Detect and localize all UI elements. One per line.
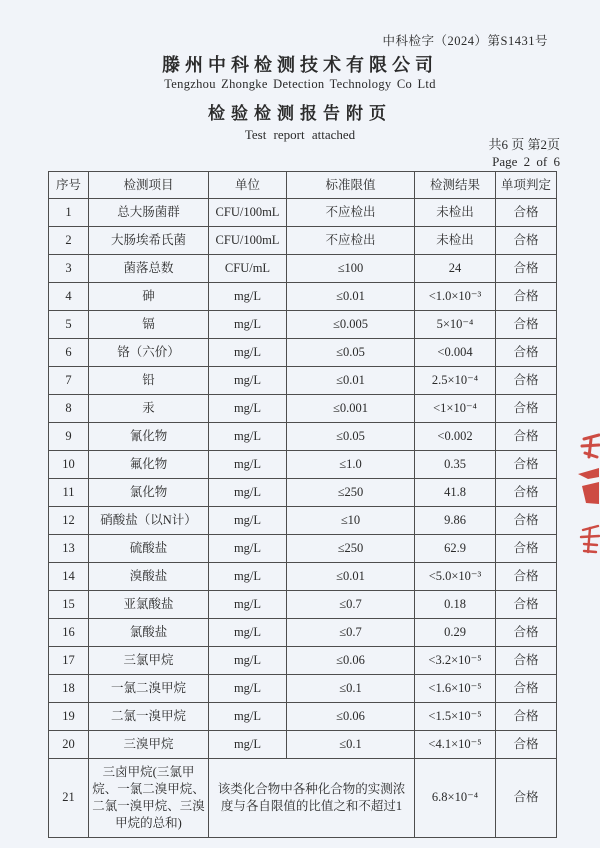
report-title-en: Test report attached [244, 127, 356, 142]
table-row [49, 507, 557, 535]
cell-judgement: 合格 [496, 731, 557, 759]
cell-result: 9.86 [415, 507, 496, 535]
table-row [49, 591, 557, 619]
cell-item: 汞 [89, 395, 209, 423]
table-row [49, 479, 557, 507]
cell-judgement: 合格 [496, 703, 557, 731]
report-title-cn: 检验检测报告附页 [208, 104, 392, 123]
cell-judgement: 合格 [496, 227, 557, 255]
cell-index: 7 [49, 367, 89, 395]
cell-judgement: 合格 [496, 339, 557, 367]
cell-unit: mg/L [209, 451, 287, 479]
cell-result: 6.8×10⁻⁴ [415, 759, 496, 838]
cell-judgement: 合格 [496, 759, 557, 838]
table-row [49, 199, 557, 227]
cell-item: 硝酸盐（以N计） [89, 507, 209, 535]
cell-limit: ≤0.05 [287, 423, 415, 451]
cell-result: 41.8 [415, 479, 496, 507]
cell-item: 大肠埃希氏菌 [89, 227, 209, 255]
table-row [49, 619, 557, 647]
cell-result: <1.0×10⁻³ [415, 283, 496, 311]
cell-limit: 不应检出 [287, 227, 415, 255]
cell-unit: mg/L [209, 591, 287, 619]
cell-index: 9 [49, 423, 89, 451]
cell-limit: ≤0.01 [287, 367, 415, 395]
cell-unit: CFU/mL [209, 255, 287, 283]
cell-item: 氰化物 [89, 423, 209, 451]
cell-index: 21 [49, 759, 89, 838]
cell-unit: mg/L [209, 619, 287, 647]
table-row [49, 283, 557, 311]
page-indicator-cn: 共6 页 第2页 [488, 137, 560, 152]
cell-limit: ≤0.01 [287, 283, 415, 311]
cell-item: 氯化物 [89, 479, 209, 507]
cell-index: 15 [49, 591, 89, 619]
cell-result: 0.18 [415, 591, 496, 619]
cell-item: 三溴甲烷 [89, 731, 209, 759]
cell-unit: mg/L [209, 339, 287, 367]
cell-limit: ≤250 [287, 535, 415, 563]
report-number: 中科检字（2024）第S1431号 [382, 34, 548, 48]
cell-result: <0.004 [415, 339, 496, 367]
cell-index: 2 [49, 227, 89, 255]
cell-judgement: 合格 [496, 283, 557, 311]
cell-item: 二氯一溴甲烷 [89, 703, 209, 731]
cell-judgement: 合格 [496, 423, 557, 451]
cell-unit: CFU/100mL [209, 199, 287, 227]
cell-result: <5.0×10⁻³ [415, 563, 496, 591]
red-seal-fragment [558, 430, 600, 560]
column-header-item: 检测项目 [89, 172, 209, 199]
table-row [49, 311, 557, 339]
company-name-cn: 滕州中科检测技术有限公司 [162, 55, 438, 75]
cell-item: 铅 [89, 367, 209, 395]
cell-result: 62.9 [415, 535, 496, 563]
cell-judgement: 合格 [496, 535, 557, 563]
cell-judgement: 合格 [496, 675, 557, 703]
cell-item: 硫酸盐 [89, 535, 209, 563]
cell-result: <1.5×10⁻⁵ [415, 703, 496, 731]
table-header-row [49, 172, 557, 199]
column-header-limit: 标准限值 [287, 172, 415, 199]
cell-result: <4.1×10⁻⁵ [415, 731, 496, 759]
cell-result: <1.6×10⁻⁵ [415, 675, 496, 703]
cell-unit: mg/L [209, 647, 287, 675]
cell-unit: mg/L [209, 367, 287, 395]
results-table-body [49, 199, 557, 838]
cell-limit: ≤0.7 [287, 591, 415, 619]
table-row [49, 731, 557, 759]
cell-judgement: 合格 [496, 451, 557, 479]
cell-limit: ≤0.06 [287, 647, 415, 675]
cell-unit: mg/L [209, 395, 287, 423]
cell-index: 17 [49, 647, 89, 675]
table-row [49, 759, 557, 838]
cell-index: 12 [49, 507, 89, 535]
cell-item: 镉 [89, 311, 209, 339]
cell-limit: ≤0.1 [287, 731, 415, 759]
cell-judgement: 合格 [496, 311, 557, 339]
cell-limit: ≤0.06 [287, 703, 415, 731]
cell-unit: mg/L [209, 703, 287, 731]
cell-index: 20 [49, 731, 89, 759]
cell-item: 总大肠菌群 [89, 199, 209, 227]
cell-unit: mg/L [209, 731, 287, 759]
cell-index: 3 [49, 255, 89, 283]
page-indicator-en: Page 2 of 6 [492, 153, 560, 169]
cell-judgement: 合格 [496, 199, 557, 227]
cell-unit: mg/L [209, 535, 287, 563]
cell-unit: mg/L [209, 507, 287, 535]
cell-limit: ≤10 [287, 507, 415, 535]
cell-unit: mg/L [209, 311, 287, 339]
table-row [49, 367, 557, 395]
cell-unit: mg/L [209, 563, 287, 591]
cell-judgement: 合格 [496, 255, 557, 283]
cell-limit: ≤250 [287, 479, 415, 507]
cell-limit: ≤0.05 [287, 339, 415, 367]
cell-result: 0.35 [415, 451, 496, 479]
cell-item: 氟化物 [89, 451, 209, 479]
cell-index: 18 [49, 675, 89, 703]
column-header-judgement: 单项判定 [496, 172, 557, 199]
cell-index: 8 [49, 395, 89, 423]
cell-item: 砷 [89, 283, 209, 311]
cell-index: 4 [49, 283, 89, 311]
cell-unit: CFU/100mL [209, 227, 287, 255]
cell-judgement: 合格 [496, 563, 557, 591]
cell-index: 1 [49, 199, 89, 227]
table-row [49, 227, 557, 255]
company-name-en: Tengzhou Zhongke Detection Technology Co Ltd [164, 77, 436, 91]
cell-judgement: 合格 [496, 367, 557, 395]
cell-unit: mg/L [209, 423, 287, 451]
cell-item: 氯酸盐 [89, 619, 209, 647]
cell-item: 菌落总数 [89, 255, 209, 283]
cell-index: 10 [49, 451, 89, 479]
cell-item: 三氯甲烷 [89, 647, 209, 675]
cell-result: 5×10⁻⁴ [415, 311, 496, 339]
cell-judgement: 合格 [496, 591, 557, 619]
cell-index: 11 [49, 479, 89, 507]
cell-result: 未检出 [415, 227, 496, 255]
cell-limit: ≤0.01 [287, 563, 415, 591]
cell-judgement: 合格 [496, 619, 557, 647]
table-row [49, 675, 557, 703]
cell-limit: ≤100 [287, 255, 415, 283]
cell-limit: ≤0.1 [287, 675, 415, 703]
cell-unit: mg/L [209, 283, 287, 311]
cell-limit: ≤1.0 [287, 451, 415, 479]
table-row [49, 423, 557, 451]
column-header-index: 序号 [49, 172, 89, 199]
cell-result: 24 [415, 255, 496, 283]
cell-unit: mg/L [209, 675, 287, 703]
cell-limit: ≤0.001 [287, 395, 415, 423]
cell-result: 0.29 [415, 619, 496, 647]
cell-judgement: 合格 [496, 647, 557, 675]
cell-index: 19 [49, 703, 89, 731]
cell-index: 14 [49, 563, 89, 591]
cell-unit: mg/L [209, 479, 287, 507]
cell-judgement: 合格 [496, 395, 557, 423]
cell-item: 亚氯酸盐 [89, 591, 209, 619]
table-row [49, 535, 557, 563]
cell-result: <0.002 [415, 423, 496, 451]
results-table [48, 171, 557, 838]
cell-unit-limit-merged: 该类化合物中各种化合物的实测浓度与各自限值的比值之和不超过1 [209, 759, 415, 838]
cell-result: 2.5×10⁻⁴ [415, 367, 496, 395]
table-row [49, 703, 557, 731]
cell-judgement: 合格 [496, 507, 557, 535]
cell-index: 16 [49, 619, 89, 647]
cell-item: 溴酸盐 [89, 563, 209, 591]
cell-item: 三卤甲烷(三氯甲烷、一氯二溴甲烷、二氯一溴甲烷、三溴甲烷的总和) [89, 759, 209, 838]
cell-result: 未检出 [415, 199, 496, 227]
table-row [49, 647, 557, 675]
table-row [49, 451, 557, 479]
cell-index: 6 [49, 339, 89, 367]
cell-index: 13 [49, 535, 89, 563]
cell-result: <1×10⁻⁴ [415, 395, 496, 423]
column-header-unit: 单位 [209, 172, 287, 199]
cell-limit: ≤0.7 [287, 619, 415, 647]
cell-index: 5 [49, 311, 89, 339]
page-indicator [488, 137, 560, 171]
table-row [49, 563, 557, 591]
cell-item: 一氯二溴甲烷 [89, 675, 209, 703]
column-header-result: 检测结果 [415, 172, 496, 199]
cell-limit: 不应检出 [287, 199, 415, 227]
table-row [49, 339, 557, 367]
table-row [49, 395, 557, 423]
table-row [49, 255, 557, 283]
cell-item: 铬（六价） [89, 339, 209, 367]
cell-result: <3.2×10⁻⁵ [415, 647, 496, 675]
cell-limit: ≤0.005 [287, 311, 415, 339]
cell-judgement: 合格 [496, 479, 557, 507]
